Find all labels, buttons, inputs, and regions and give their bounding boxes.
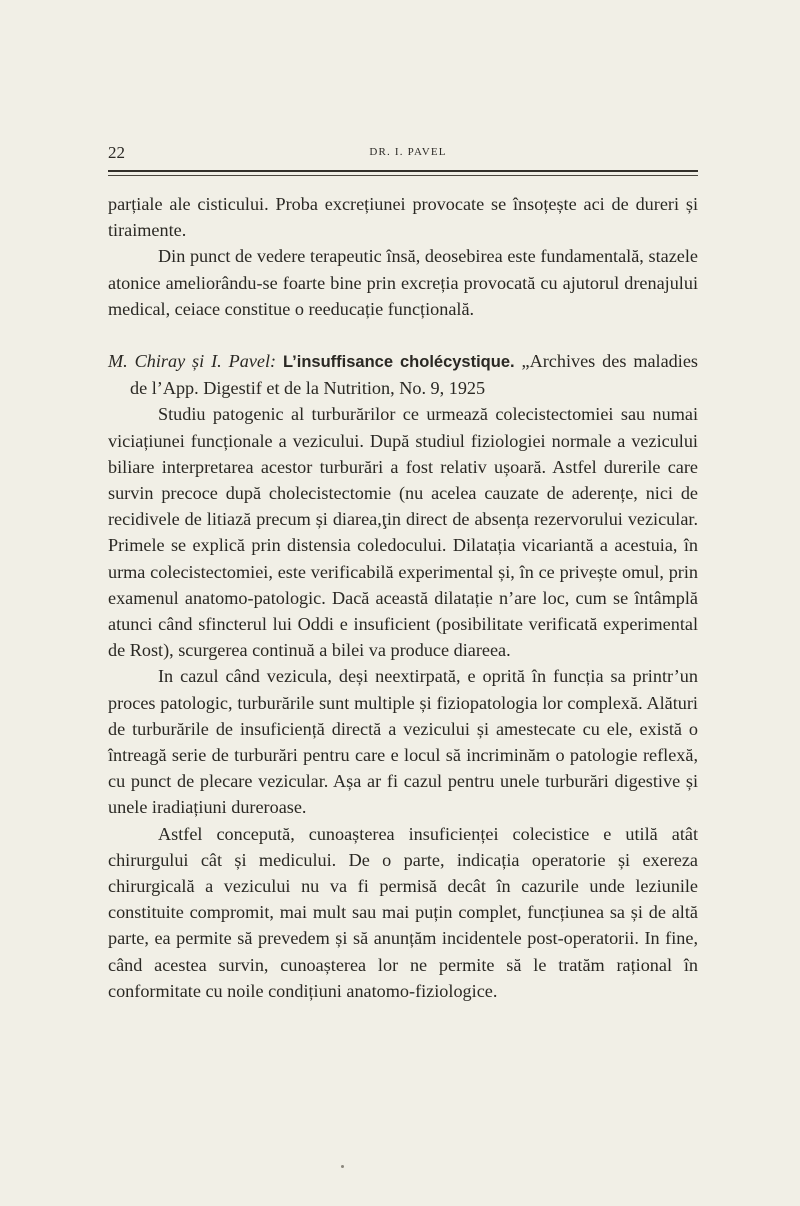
reference-title: L’insuffisance cholécystique. <box>283 353 515 372</box>
page-number: 22 <box>108 143 125 162</box>
print-speck <box>341 1165 344 1168</box>
bibliographic-reference <box>108 348 698 401</box>
paragraph-pathogenic-study: Studiu patogenic al turburărilor ce urmează colecistectomiei sau numai viciațiunei funcționale a vezicului. După studiul fiziologiei normale a vezicului biliare interpretarea acestor turburări a fost relativ ușoară. Astfel durerile care survin precoce după cholecistectomie (nu acelea cauzate de aderențe, nici de recidivele de litiază precum și diarea,ţin direct de absența rezervorului vezicular. Primele se explică prin distensia coledocului. Dilatația vicariantă a acestuia, în urma colecistectomiei, este verificabilă experimental și, în ce privește omul, prin examenul anatomo-patologic. Dacă această dilatație n’are loc, cum se întâmplă atunci când sfincterul lui Oddi e insuficient (posibilitate verificată experimental de Rost), scurgerea continuă a bilei va produce diareea. <box>108 404 698 661</box>
reference-source: „Archives des maladies de l’App. Digestif et de la Nutrition, No. 9, 1925 <box>130 351 698 399</box>
page-header <box>108 143 698 167</box>
header-rule-thick <box>108 170 698 172</box>
reference-authors: M. Chiray și I. Pavel: <box>108 351 277 372</box>
paragraph-vesicle-dysfunction: In cazul când vezicula, deși neextirpată, e oprită în funcția sa printr’un proces patologic, turburările sunt multiple și fiziopatologia lor complexă. Alături de turburările de insuficiență directă a vezicului și amestecate cu ele, există o întreagă serie de turburări pentru care e locul să incriminăm o patologie reflexă, cu punct de plecare vezicular. Așa ar fi cazul pentru unele turburări digestive și unele iradiațiuni dureroase. <box>108 666 698 818</box>
header-rule-thin <box>108 175 698 176</box>
body-text <box>108 191 698 1004</box>
running-head: DR. I. PAVEL <box>369 146 447 158</box>
paragraph-conclusion: Astfel concepută, cunoașterea insuficienței colecistice e utilă atât chirurgului cât și medicului. De o parte, indicația operatorie și exereza chirurgicală a vezicului nu va fi permisă decât în cazurile unde leziunile constituite compromit, mai mult sau mai puțin complet, funcțiunea sa și de altă parte, ea permite să prevedem și să anunțăm incidentele post-operatorii. In fine, când acestea survin, cunoașterea lor ne permite să le tratăm rațional în conformitate cu noile condițiuni anatomo-fiziologice. <box>108 823 698 1001</box>
paragraph-continuation: parțiale ale cisticului. Proba excrețiunei provocate se însoțește aci de dureri și tiraimente. <box>108 194 698 241</box>
paragraph-therapeutic: Din punct de vedere terapeutic însă, deosebirea este fundamentală, stazele atonice ameliorându-se foarte bine prin excreția provocată cu ajutorul drenajului medical, ceiace constitue o reeducație funcțională. <box>108 246 698 319</box>
